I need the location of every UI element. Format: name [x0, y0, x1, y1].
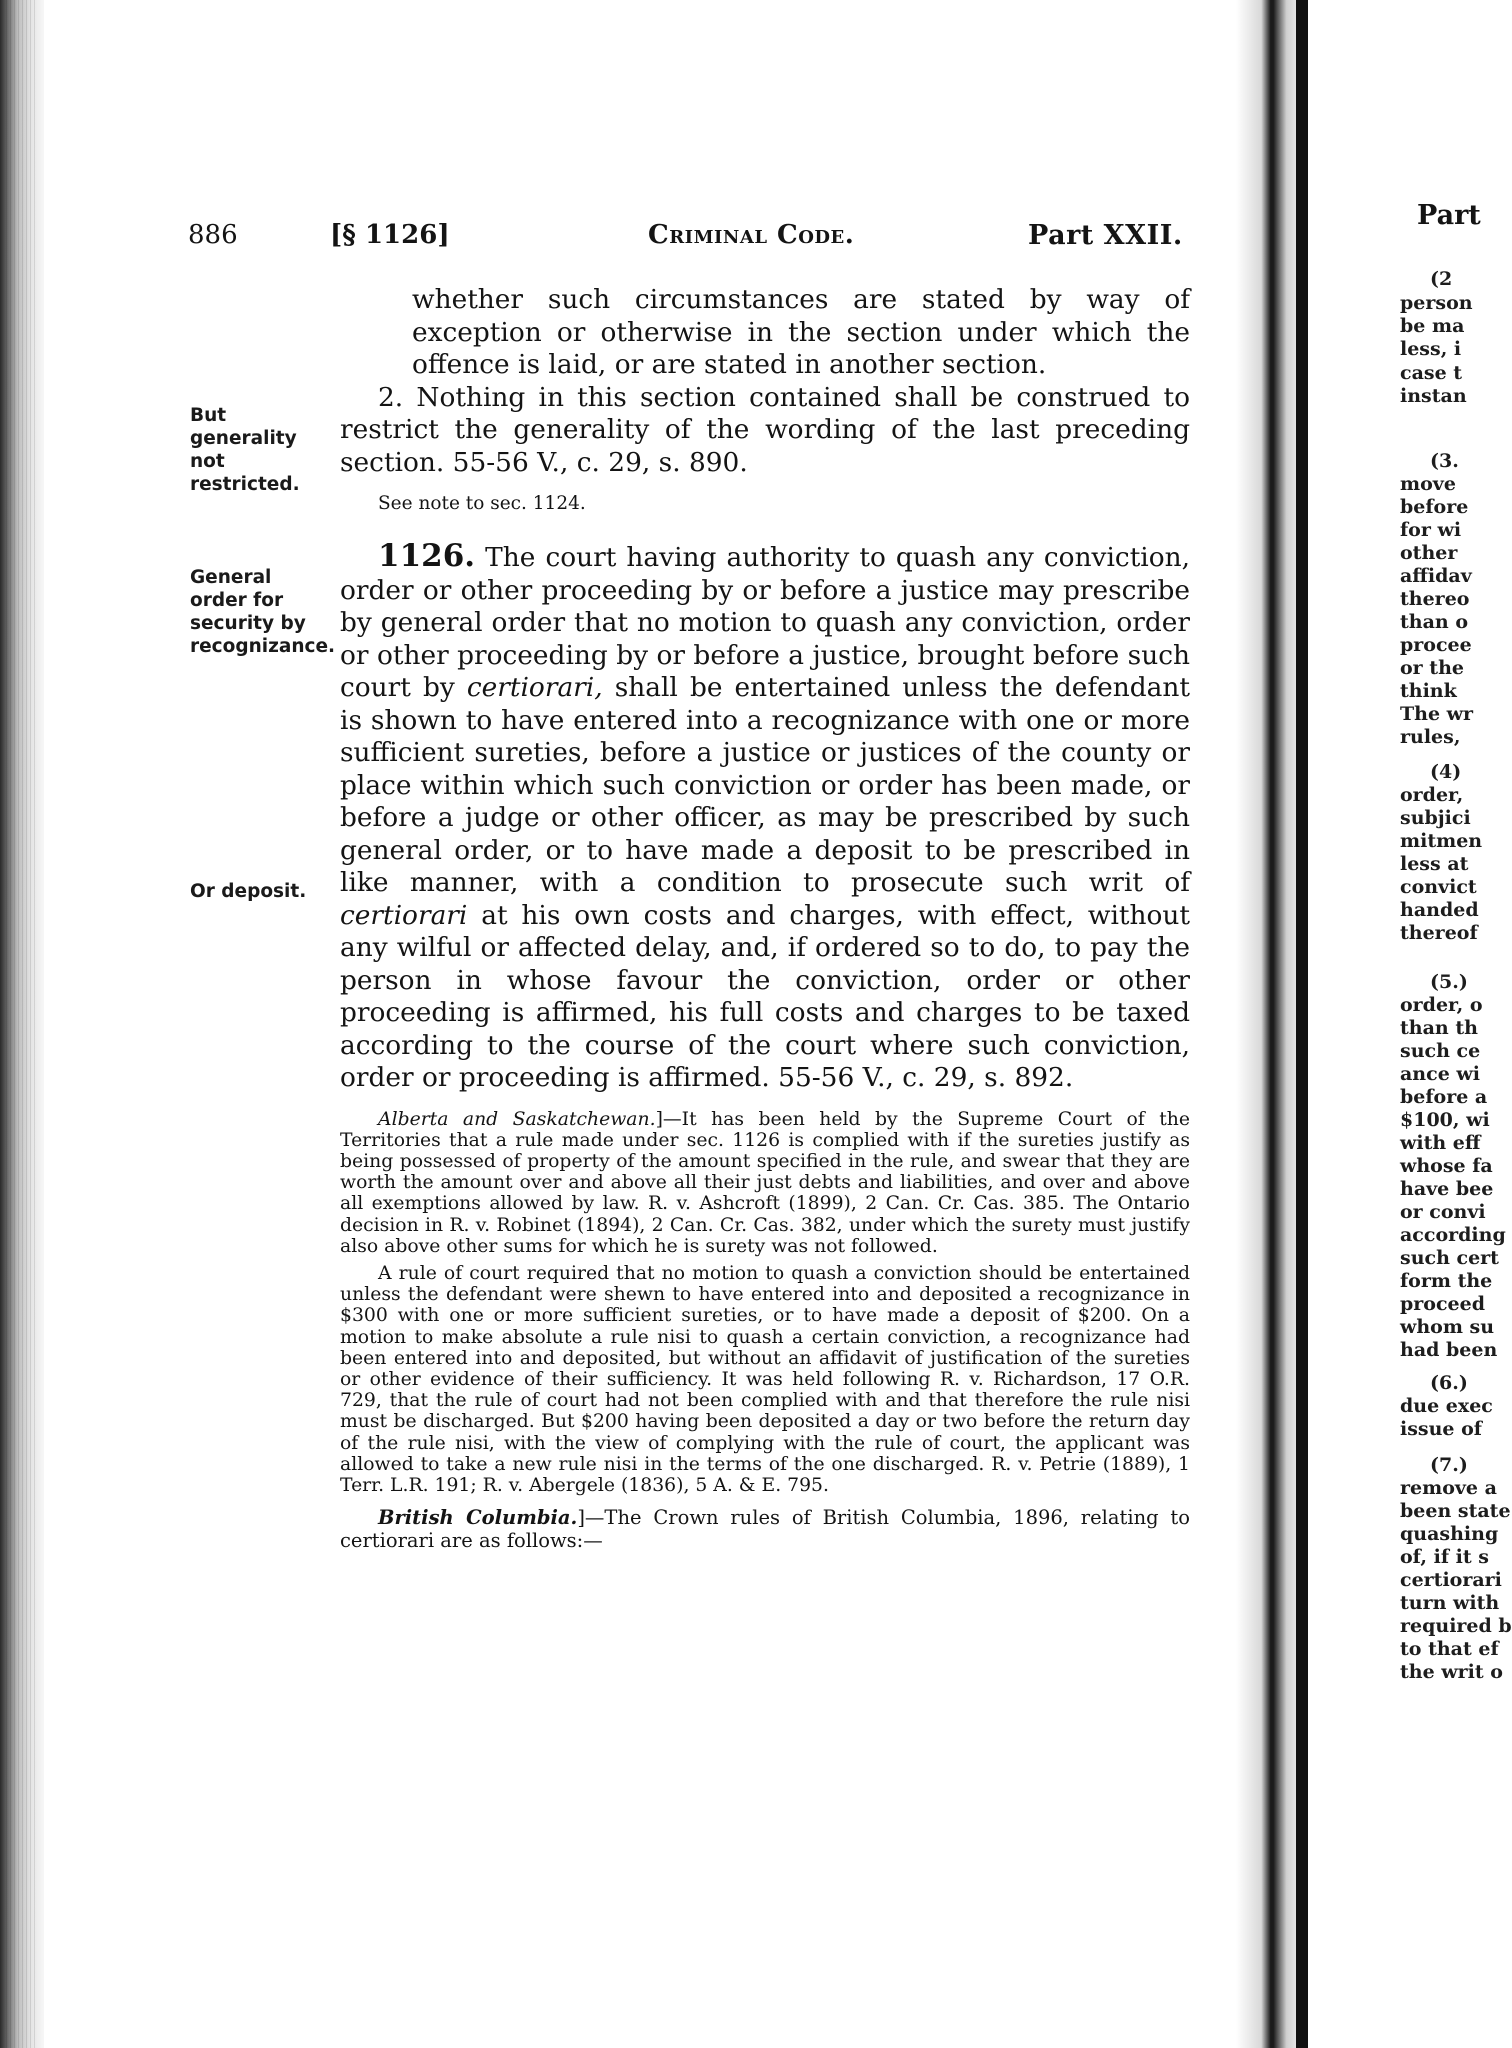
- paragraph-continuation: whether such circumstances are stated by way of exception or otherwise in the section under which the offence is laid, or are stated in another section.: [412, 284, 1190, 380]
- facing-page-line: form the: [1400, 1270, 1493, 1292]
- facing-page-line: before a: [1400, 1086, 1488, 1108]
- facing-page-line: thereof: [1400, 922, 1478, 944]
- facing-page-line: of, if it s: [1400, 1546, 1489, 1568]
- annotation-rule-of-court: A rule of court required that no motion to quash a conviction should be entertained unless the defendant were shewn to have entered into and deposited a recognizance in $300 with one or more sufficient sureties, or to have made a deposit of $200. On a motion to make absolute a rule nisi to quash a certain conviction, a recognizance had been entered into and deposited, but without an affidavit of justification of the sureties or other evidence of their sufficiency. It was held following R. v. Richardson, 17 O.R. 729, that the rule of court had not been complied with and that therefore the rule nisi must be discharged. But $200 having been deposited a day or two before the return day of the rule nisi, with the view of complying with the rule of court, the applicant was allowed to take a new rule nisi in the terms of the one discharged. R. v. Petrie (1889), 1 Terr. L.R. 191; R. v. Abergele (1836), 5 A. & E. 795.: [340, 1262, 1190, 1496]
- margin-note-general-order: General order for security by recognizance.: [190, 567, 336, 657]
- facing-page-line: less, i: [1400, 338, 1462, 360]
- section-text-part-1: The court having authority to quash any conviction, order or other proceeding by or before a justice may prescribe by general order that no motion to quash any conviction, order or other proceeding by or before a justice, brought before such court by: [340, 542, 1191, 703]
- section-text-part-2: shall be entertained unless the defendant is shown to have entered into a recognizance with one or more sufficient sureties, before a justice or justices of the county or place within which such conviction or order has been made, or before a judge or other officer, as may be prescribed by such general order, or to have made a deposit to be prescribed in like manner, with a condition to prosecute such writ of: [340, 672, 1191, 898]
- facing-page-line: think: [1400, 680, 1457, 702]
- facing-page-line: rules,: [1400, 726, 1461, 748]
- facing-page-line: handed: [1400, 899, 1479, 921]
- facing-page-line: turn with: [1400, 1592, 1500, 1614]
- facing-page-line: other: [1400, 542, 1458, 564]
- paragraph-subsection-2: 2. Nothing in this section contained shall be construed to restrict the generality of the wording of the last preceding section. 55-56 V., c. 29, s. 890.: [340, 381, 1190, 478]
- facing-page-line: quashing: [1400, 1523, 1499, 1545]
- facing-page-line: before: [1400, 496, 1469, 518]
- facing-page-line: due exec: [1400, 1395, 1493, 1417]
- facing-page-line: according: [1400, 1224, 1506, 1246]
- running-title: Criminal Code.: [648, 220, 855, 250]
- facing-page-line: ance wi: [1400, 1063, 1480, 1085]
- see-note-reference: See note to sec. 1124.: [378, 493, 586, 514]
- certiorari-term-2: certiorari: [340, 899, 468, 931]
- facing-page-line: person: [1400, 292, 1473, 314]
- facing-page-line: issue of: [1400, 1418, 1482, 1440]
- facing-page-line: than o: [1400, 611, 1469, 633]
- facing-page-line: such ce: [1400, 1040, 1481, 1062]
- facing-page-line: case t: [1400, 362, 1463, 384]
- facing-page-line: less at: [1400, 853, 1469, 875]
- facing-page-fragment: [1312, 200, 1512, 2000]
- facing-page-line: instan: [1400, 385, 1467, 407]
- facing-page-line: (6.): [1430, 1372, 1468, 1394]
- page-number: 886: [188, 220, 238, 250]
- section-reference: [§ 1126]: [330, 220, 450, 250]
- facing-page-line: than th: [1400, 1017, 1478, 1039]
- facing-page-line: (2: [1430, 268, 1453, 290]
- facing-page-line: whose fa: [1400, 1155, 1493, 1177]
- facing-page-line: for wi: [1400, 519, 1462, 541]
- annotation-bc-heading: British Columbia.: [378, 1506, 578, 1530]
- facing-page-line: thereo: [1400, 588, 1470, 610]
- part-label: Part XXII.: [1028, 220, 1183, 251]
- facing-page-line: or convi: [1400, 1201, 1486, 1223]
- certiorari-term-1: certiorari,: [466, 672, 603, 703]
- section-number: 1126.: [378, 538, 476, 574]
- facing-page-line: $100, wi: [1400, 1109, 1490, 1131]
- book-binding-edge: [0, 0, 44, 2048]
- facing-page-line: procee: [1400, 634, 1472, 656]
- facing-page-line: certiorari: [1400, 1569, 1502, 1591]
- annotation-alberta-heading: Alberta and Saskatchewan.: [378, 1108, 656, 1130]
- section-1126-paragraph: [340, 540, 1190, 1095]
- facing-page-line: affidav: [1400, 565, 1472, 587]
- facing-page-line: The wr: [1400, 703, 1474, 725]
- annotation-bc-text: ]—The Crown rules of British Columbia, 1896, relating to certiorari are as follows:—: [340, 1506, 1190, 1553]
- facing-page-line: mitmen: [1400, 830, 1483, 852]
- facing-page-line: to that ef: [1400, 1638, 1499, 1660]
- facing-page-line: have bee: [1400, 1178, 1494, 1200]
- margin-note-generality: But generality not restricted.: [190, 405, 300, 495]
- facing-page-line: be ma: [1400, 315, 1465, 337]
- main-text-column: [340, 284, 1190, 1552]
- facing-page-line: been state: [1400, 1500, 1511, 1522]
- facing-page-line: or the: [1400, 657, 1464, 679]
- facing-page-line: remove a: [1400, 1477, 1497, 1499]
- facing-page-line: order,: [1400, 784, 1464, 806]
- margin-note-deposit: Or deposit.: [190, 881, 307, 902]
- facing-page-line: whom su: [1400, 1316, 1495, 1338]
- facing-page-line: such cert: [1400, 1247, 1499, 1269]
- facing-page-line: convict: [1400, 876, 1477, 898]
- facing-page-line: (7.): [1430, 1454, 1468, 1476]
- facing-page-line: required b: [1400, 1615, 1512, 1637]
- facing-page-line: (3.: [1430, 450, 1459, 472]
- facing-page-line: move: [1400, 473, 1456, 495]
- page-gutter: [1236, 0, 1308, 2048]
- section-text-part-3: at his own costs and charges, with effect, without any wilful or affected delay, and, if ordered so to do, to pay the person in whose favour the conviction, order or other proceeding is affirmed, his full costs and charges to be taxed according to the course of the court where such conviction, order or proceeding is affirmed. 55-56 V., c. 29, s. 892.: [340, 899, 1190, 1093]
- facing-page-line: (4): [1430, 761, 1462, 783]
- facing-page-header: Part: [1417, 200, 1481, 231]
- facing-page-line: had been: [1400, 1339, 1498, 1361]
- annotation-alberta-text: ]—It has been held by the Supreme Court of the Territories that a rule made under sec. 1126 is complied with if the sureties justify as being possessed of property of the amount specified in the rule, and swear that they are worth the amount over and above all their just debts and liabilities, and over and above all exemptions allowed by law. R. v. Ashcroft (1899), 2 Can. Cr. Cas. 385. The Ontario decision in R. v. Robinet (1894), 2 Can. Cr. Cas. 382, under which the surety must justify also above other sums for which he is surety was not followed.: [340, 1108, 1190, 1257]
- annotation-alberta: [340, 1109, 1190, 1257]
- facing-page-line: subjici: [1400, 807, 1471, 829]
- facing-page-line: the writ o: [1400, 1661, 1503, 1683]
- facing-page-line: order, o: [1400, 994, 1483, 1016]
- facing-page-line: (5.): [1430, 971, 1468, 993]
- facing-page-line: proceed: [1400, 1293, 1485, 1315]
- facing-page-line: with eff: [1400, 1132, 1481, 1154]
- annotation-british-columbia: [340, 1506, 1190, 1552]
